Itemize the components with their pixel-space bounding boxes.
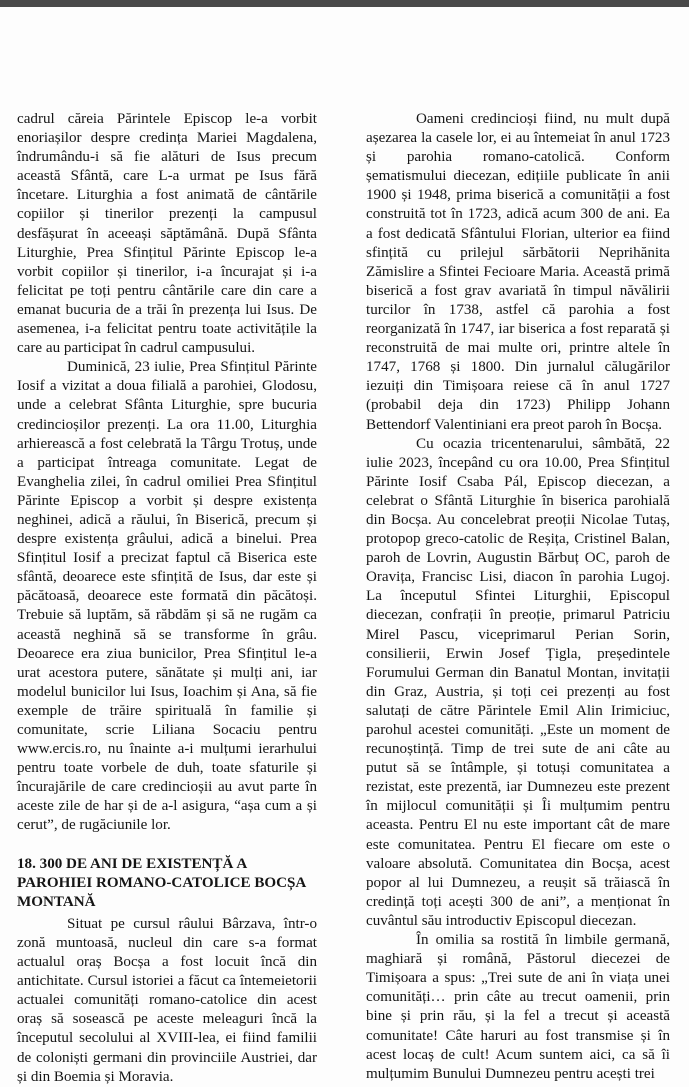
right-paragraph-1: Oameni credincioși fiind, nu mult după așezarea la casele lor, ei au întemeiat în anul 1723 și parohia romano-catolică. Conform șematismului diecezan, edițiile publicate în anii 1900 și 1948, prima biserică a comunității a fost construită tot în 1723, adică acum 300 de ani. Ea a fost dedicată Sfântului Florian, ulterior ea fiind sfințită cu prilejul sărbătorii Neprihănita Zămislire a Sfintei Fecioare Maria. Această primă biserică a fost grav avariată în timpul năvălirii turcilor în 1738, astfel că parohia a fost reorganizată în 1747, iar biserica a fost reparată și reconstruită de mai multe ori, printre altele în 1747, 1768 și 1800. Din jurnalul călugărilor iezuiți din Timișoara reiese că în anul 1727 (probabil deja din 1723) Philipp Johann Bettendorf Valentiniani era preot paroh în Bocșa.: [366, 111, 670, 433]
left-text-column: [17, 110, 317, 1087]
right-text-column: [366, 110, 670, 1084]
right-paragraph-3: În omilia sa rostită în limbile germană, maghiară și română, Păstorul diecezei de Timișoara a spus: „Trei sute de ani în viața unei comunități… prin câte au trecut oamenii, prin bine și prin rău, și la fel a trecut și această comunitate! Câte haruri au fost transmise și în acest locaș de cult! Acum suntem aici, ca să îi mulțumim Bunului Dumnezeu pentru acești trei: [366, 932, 670, 1082]
left-paragraph-3: Situat pe cursul râului Bârzava, într-o zonă muntoasă, nucleul din care s-a format actualul oraș Bocșa a fost locuit încă din antichitate. Cursul istoriei a făcut ca întemeietorii actualei comunități romano-catolice din acest oraș să sosească pe aceste meleaguri încă la începutul secolului al XVIII-lea, ei fiind familii de coloniști germani din provinciile Austriei, dar și din Boemia și Moravia.: [17, 915, 317, 1085]
page-top-border: [0, 0, 689, 7]
right-paragraph-2: Cu ocazia tricentenarului, sâmbătă, 22 iulie 2023, începând cu ora 10.00, Prea Sfințitul Părinte Iosif Csaba Pál, Episcop diecezan, a celebrat o Sfântă Liturghie în biserica parohială din Bocșa. Au concelebrat preoții Nicolae Tutaș, protopop greco-catolic de Reșița, Cristinel Balan, paroh de Lovrin, Augustin Bărbuț OC, paroh de Oravița, Francisc Lisi, diacon în parohia Lugoj. La începutul Sfintei Liturghii, Episcopul diecezan, confrații în preoție, primarul Patriciu Mirel Pascu, viceprimarul Perian Sorin, consilierii, Erwin Josef Țigla, președintele Forumului German din Banatul Montan, invitații din Graz, Austria, și toți cei prezenți au fost salutați de către Părintele Emil Alin Irimiciuc, parohul acestei comunități. „Este un moment de recunoștință. Timp de trei sute de ani câte au putut să se întâmple, și totuși comunitatea a rezistat, este prezentă, iar Dumnezeu este prezent în mijlocul comunității și Îi mulțumim pentru aceasta. Pentru El nu este important cât de mare este comunitatea. Pentru El fiecare om este o valoare absolută. Comunitatea din Bocșa, acest popor al lui Dumnezeu, a reușit să trăiască în credință toți acești 300 de ani”, a menționat în cuvântul său introductiv Episcopul diecezan.: [366, 435, 670, 929]
left-paragraph-2: Duminică, 23 iulie, Prea Sfințitul Părinte Iosif a vizitat a doua filială a parohiei, Glodosu, unde a celebrat Sfânta Liturghie, spre bucuria credincioșilor prezenți. La ora 11.00, Liturghia arhierească a fost celebrată la Târgu Trotuș, unde a participat întreaga comunitate. Legat de Evanghelia zilei, în cadrul omiliei Prea Sfințitul Părinte Episcop a vorbit și despre existența neghinei, adică a răului, în Biserică, precum și despre existența grâului, adică a binelui. Prea Sfințitul Iosif a precizat faptul că Biserica este sfântă, deoarece este sfințită de Isus, dar este și păcătoasă, deoarece este formată din păcătoși. Trebuie să luptăm, să răbdăm și să ne rugăm ca această neghină să se transforme în grâu. Deoarece era ziua bunicilor, Prea Sfințitul le-a urat acestora putere, sănătate și mulți ani, iar modelul bunicilor lui Isus, Ioachim și Ana, să fie exemple de trăire spirituală în familie și comunitate, scrie Liliana Socaciu pentru www.ercis.ro, nu înainte a-i mulțumi ierarhului pentru toate vorbele de duh, toate sfaturile și încurajările de care credincioșii au avut parte în aceste zile de har și de a-l asigura, “așa cum a și cerut”, de rugăciunile lor.: [17, 359, 317, 834]
left-paragraph-1: cadrul căreia Părintele Episcop le-a vorbit enoriașilor despre credința Mariei Magdalena, îndrumându-i să fie alături de Isus precum această Sfântă, care L-a urmat pe Isus fără încetare. Liturghia a fost animată de cântările copiilor și tinerilor prezenți la campusul desfășurat în aceeași săptămână. După Sfânta Liturghie, Prea Sfințitul Părinte Episcop le-a vorbit copiilor și tinerilor, i-a încurajat și i-a felicitat pe toți pentru cântările care din care a emanat bucuria de a trăi în prezența lui Isus. De asemenea, i-a felicitat pentru toate activitățile la care au participat în cadrul campusului.: [17, 111, 317, 357]
section-heading: 18. 300 DE ANI DE EXISTENȚĂ A PAROHIEI ROMANO-CATOLICE BOCȘA MONTANĂ: [17, 855, 306, 910]
